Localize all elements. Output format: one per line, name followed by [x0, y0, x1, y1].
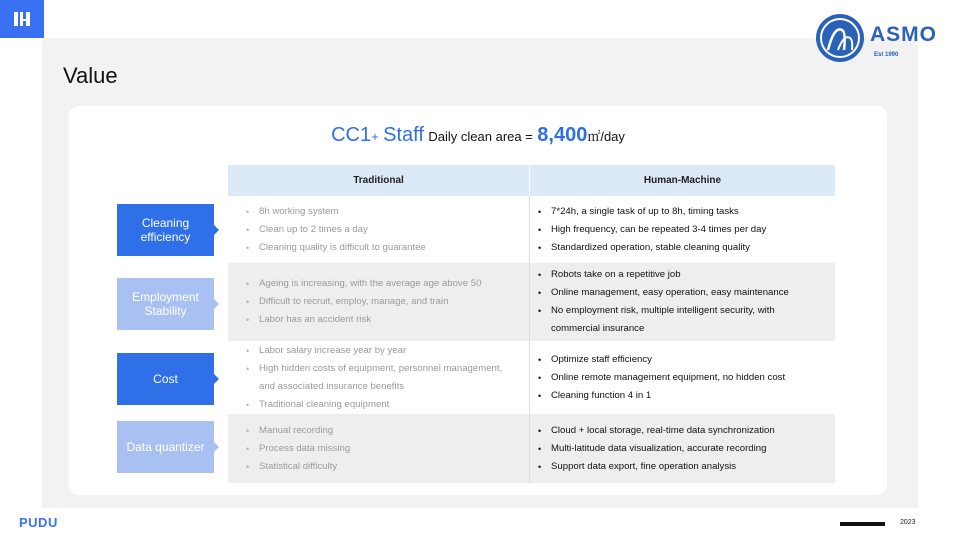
- list-item: • Manual recording: [246, 422, 515, 440]
- headline: [69, 124, 887, 147]
- list-item: • Optimize staff efficiency: [538, 351, 821, 369]
- table-row: [228, 414, 835, 483]
- headline-staff: Staff: [383, 124, 424, 146]
- pudu-logo-icon: [0, 0, 44, 38]
- list-item: • Labor salary increase year by year: [246, 342, 515, 360]
- traditional-cell: [228, 263, 530, 341]
- traditional-cell: [228, 196, 530, 263]
- list-item: • 8h working system: [246, 203, 515, 221]
- footer-divider: [840, 522, 885, 526]
- human-machine-cell: [530, 341, 835, 414]
- list-item: • Standardized operation, stable cleaning quality: [538, 239, 821, 257]
- header-traditional: Traditional: [228, 165, 530, 196]
- table-header: [228, 165, 835, 196]
- header-human-machine: Human-Machine: [643, 175, 722, 186]
- list-item: • Support data export, fine operation analysis: [538, 458, 821, 476]
- list-item: • Robots take on a repetitive job: [538, 266, 821, 284]
- list-item: • Process data missing: [246, 440, 515, 458]
- list-item: • Cleaning function 4 in 1: [538, 387, 821, 405]
- list-item: • Cloud + local storage, real-time data synchronization: [538, 422, 821, 440]
- human-machine-cell: [530, 196, 835, 263]
- headline-label: Daily clean area =: [428, 129, 533, 144]
- list-item: • Clean up to 2 times a day: [246, 221, 515, 239]
- list-item: • Online remote management equipment, no hidden cost: [538, 369, 821, 387]
- list-item: • High hidden costs of equipment, personnel management, and associated insurance benefits: [246, 360, 515, 396]
- list-item: • Multi-latitude data visualization, accurate recording: [538, 440, 821, 458]
- footer-year: 2023: [900, 519, 916, 526]
- category-cost: Cost: [117, 353, 214, 405]
- category-cleaning-efficiency: Cleaning efficiency: [117, 204, 214, 256]
- list-item: • No employment risk, multiple intelligent security, with commercial insurance: [538, 302, 821, 338]
- list-item: • 7*24h, a single task of up to 8h, timing tasks: [538, 203, 821, 221]
- table-row: [228, 263, 835, 341]
- category-employment-stability: Employment Stability: [117, 278, 214, 330]
- list-item: • Online management, easy operation, easy maintenance: [538, 284, 821, 302]
- table-row: [228, 196, 835, 263]
- traditional-cell: [228, 341, 530, 414]
- comparison-table: [228, 165, 835, 483]
- headline-unit: ㎡/day: [587, 129, 625, 144]
- list-item: • High frequency, can be repeated 3-4 times per day: [538, 221, 821, 239]
- headline-product: CC1: [331, 124, 372, 146]
- table-row: [228, 341, 835, 414]
- list-item: • Statistical difficulty: [246, 458, 515, 476]
- human-machine-cell: [530, 263, 835, 341]
- list-item: • Cleaning quality is difficult to guarantee: [246, 239, 515, 257]
- list-item: • Traditional cleaning equipment: [246, 396, 515, 414]
- list-item: • Labor has an accident risk: [246, 311, 515, 329]
- asmo-emblem-icon: [816, 14, 864, 62]
- asmo-logo-text: ASMO: [870, 23, 937, 46]
- slide-title: Value: [63, 63, 118, 88]
- headline-value: 8,400: [537, 124, 588, 146]
- asmo-logo: [816, 14, 946, 62]
- traditional-cell: [228, 414, 530, 483]
- category-data-quantizer: Data quantizer: [117, 421, 214, 473]
- list-item: • Difficult to recruit, employ, manage, and train: [246, 293, 515, 311]
- list-item: • Ageing is increasing, with the average age above 50: [246, 275, 515, 293]
- footer-brand: PUDU: [19, 515, 58, 530]
- asmo-est-text: Est 1990: [874, 52, 899, 58]
- human-machine-cell: [530, 414, 835, 483]
- headline-plus: +: [371, 129, 379, 144]
